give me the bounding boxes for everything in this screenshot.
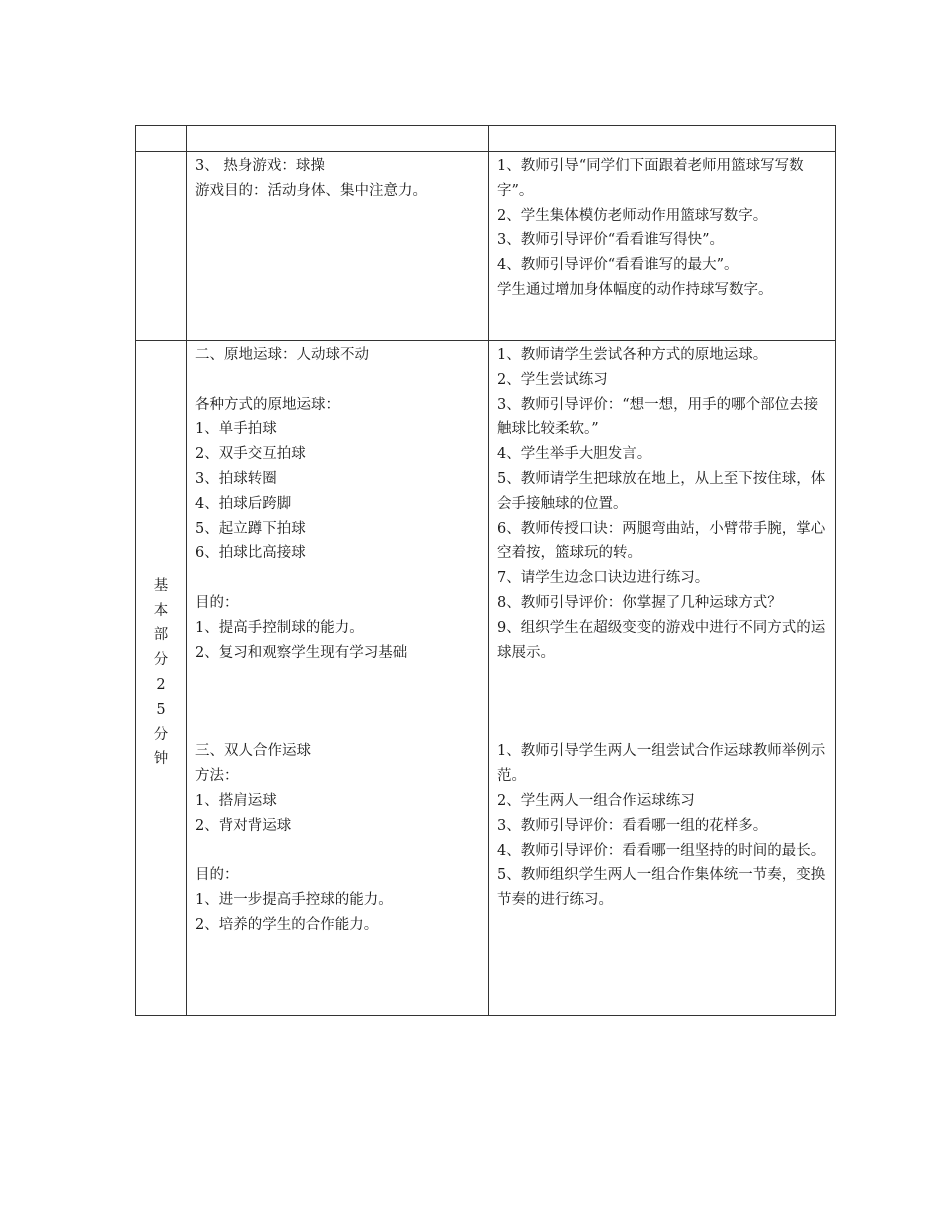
method-line: 8、教师引导评价：你掌握了几种运球方式？ — [497, 594, 782, 611]
method-line: 7、请学生边念口诀边进行练习。 — [497, 570, 710, 587]
warmup-content-cell — [187, 152, 489, 341]
content-line: 3、拍球转圈 — [195, 470, 277, 487]
method-line: 5、教师组织学生两人一组合作集体统一节奏，变换节奏的进行练习。 — [497, 867, 826, 909]
warmup-method-line: 4、教师引导评价“看看谁写的最大”。 — [497, 257, 739, 274]
method-line: 5、教师请学生把球放在地上，从上至下按住球，体会手接触球的位置。 — [497, 470, 826, 512]
content-line: 1、提高手控制球的能力。 — [195, 619, 364, 636]
method-line: 1、教师引导学生两人一组尝试合作运球教师举例示范。 — [497, 743, 826, 785]
method-line: 4、学生举手大胆发言。 — [497, 446, 652, 463]
main-content-cell — [187, 341, 489, 1016]
content-line: 2、背对背运球 — [195, 817, 292, 834]
warmup-row — [136, 152, 836, 341]
section-side-label: 基本部分25分钟 — [153, 577, 169, 768]
main-section-row — [136, 341, 836, 1016]
content-line: 1、进一步提高手控球的能力。 — [195, 892, 393, 909]
blank-line — [195, 368, 480, 393]
warmup-method-line: 3、教师引导评价“看看谁写得快”。 — [497, 232, 725, 249]
warmup-content-line: 3、 热身游戏：球操 — [195, 158, 325, 174]
content-line: 方法： — [195, 768, 239, 785]
method-line: 3、教师引导评价：看看哪一组的花样多。 — [497, 817, 768, 834]
lesson-plan-table — [135, 125, 836, 1016]
content-line: 三、双人合作运球 — [195, 743, 311, 760]
content-line: 1、搭肩运球 — [195, 792, 277, 809]
content-line: 2、复习和观察学生现有学习基础 — [195, 644, 408, 661]
method-line: 1、教师请学生尝试各种方式的原地运球。 — [497, 347, 768, 363]
warmup-method-cell — [489, 152, 836, 341]
method-line: 2、学生尝试练习 — [497, 371, 608, 388]
content-line: 二、原地运球：人动球不动 — [195, 347, 369, 363]
method-line: 9、组织学生在超级变变的游戏中进行不同方式的运球展示。 — [497, 619, 826, 661]
main-section-side-cell — [136, 341, 187, 1016]
header-cell-section — [136, 126, 187, 152]
content-line: 1、单手拍球 — [195, 421, 277, 438]
warmup-method-line: 2、学生集体模仿老师动作用篮球写数字。 — [497, 207, 768, 224]
content-line: 6、拍球比高接球 — [195, 545, 306, 562]
method-line: 2、学生两人一组合作运球练习 — [497, 792, 695, 809]
method-line: 4、教师引导评价：看看哪一组坚持的时间的最长。 — [497, 842, 826, 859]
content-line: 目的： — [195, 594, 239, 611]
blank-line — [195, 839, 480, 864]
header-cell-content — [187, 126, 489, 152]
blank-line — [195, 566, 480, 591]
warmup-content-line: 游戏目的：活动身体、集中注意力。 — [195, 182, 427, 199]
warmup-method-line: 学生通过增加身体幅度的动作持球写数字。 — [497, 281, 773, 298]
content-line: 各种方式的原地运球： — [195, 396, 340, 413]
warmup-method-line: 1、教师引导“同学们下面跟着老师用篮球写写数字”。 — [497, 158, 804, 199]
content-line: 目的： — [195, 867, 239, 884]
method-line: 6、教师传授口诀：两腿弯曲站，小臂带手腕，掌心空着按，篮球玩的转。 — [497, 520, 826, 562]
content-line: 5、起立蹲下拍球 — [195, 520, 306, 537]
header-cell-method — [489, 126, 836, 152]
section-gap — [195, 665, 480, 739]
header-row — [136, 126, 836, 152]
content-line: 4、拍球后跨脚 — [195, 495, 292, 512]
warmup-section-cell — [136, 152, 187, 341]
section-gap — [497, 665, 827, 739]
method-line: 3、教师引导评价：“想一想，用手的哪个部位去接触球比较柔软。” — [497, 396, 819, 438]
content-line: 2、培养的学生的合作能力。 — [195, 916, 379, 933]
main-method-cell — [489, 341, 836, 1016]
content-line: 2、双手交互拍球 — [195, 446, 306, 463]
